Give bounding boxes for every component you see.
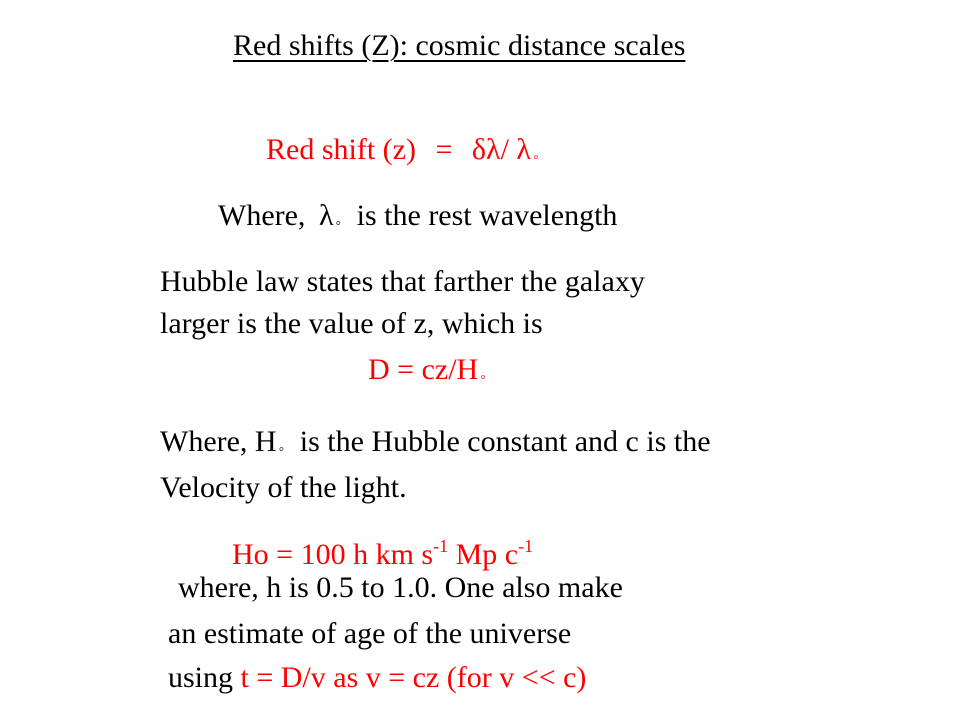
where-h-label: Where, H <box>160 425 277 458</box>
hubble-constant-line-1 <box>160 424 711 468</box>
hubble-subscript: ◦ <box>480 369 486 386</box>
ho-value-part1: Ho = 100 h km s <box>232 538 434 571</box>
ho-value-part2: Mp c <box>448 538 519 571</box>
para-line-1: where, h is 0.5 to 1.0. One also make <box>178 571 623 604</box>
where-label: Where, <box>218 199 306 232</box>
equals-sign: = <box>435 133 453 166</box>
redshift-lhs: Red shift (z) <box>266 133 416 166</box>
using-text: using <box>168 661 241 694</box>
hubble-line-2: larger is the value of z, which is <box>160 307 543 340</box>
distance-formula-main: D = cz/H <box>368 353 479 386</box>
page-title: Red shifts (Z): cosmic distance scales <box>233 29 686 62</box>
para-line-3 <box>168 660 586 696</box>
rest-subscript: ◦ <box>532 149 539 166</box>
hubble-value-formula <box>232 528 533 573</box>
para-line-2: an estimate of age of the universe <box>168 617 572 650</box>
hubble-constant-text: is the Hubble constant and c is the <box>299 425 711 458</box>
redshift-rhs: δλ/ λ <box>471 133 531 166</box>
lambda-subscript: ◦ <box>335 215 342 232</box>
rest-wavelength-text: is the rest wavelength <box>356 199 618 232</box>
sec-exponent: -1 <box>433 536 449 556</box>
age-formula: t = D/v as v = cz (for v << c) <box>240 661 587 694</box>
h-subscript: ◦ <box>278 441 285 458</box>
redshift-formula <box>266 132 539 176</box>
hubble-line-1: Hubble law states that farther the galaxy <box>160 265 645 298</box>
rest-wavelength-note <box>218 198 617 242</box>
distance-formula <box>368 352 486 396</box>
lambda-symbol: λ <box>318 199 334 232</box>
mpc-exponent: -1 <box>518 536 534 556</box>
hubble-constant-line-2: Velocity of the light. <box>160 471 407 504</box>
